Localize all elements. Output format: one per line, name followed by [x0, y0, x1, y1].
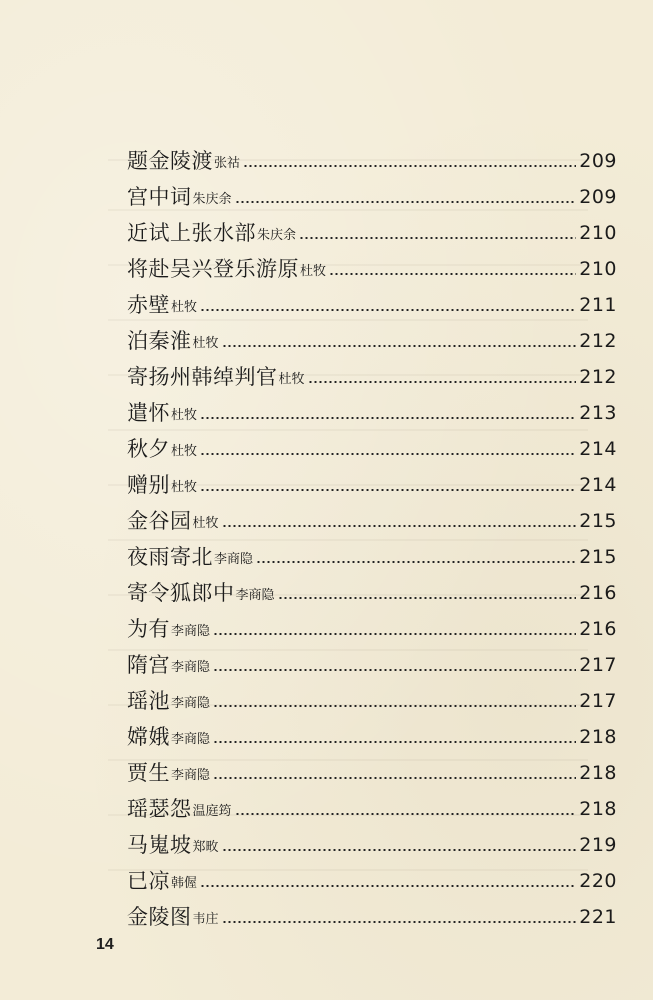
entry-page-number: 212: [579, 366, 617, 388]
entry-page-number: 218: [579, 762, 617, 784]
toc-entry: [127, 606, 617, 642]
entry-title: 金谷园: [127, 509, 192, 533]
entry-page-number: 209: [579, 150, 617, 172]
toc-entry: [127, 858, 617, 894]
toc-entry: [127, 534, 617, 570]
toc-entry: [127, 570, 617, 606]
entry-author: 李商隐: [171, 624, 211, 639]
toc-entry: [127, 318, 617, 354]
entry-author: 李商隐: [171, 732, 211, 747]
dot-leader: [243, 165, 576, 167]
entry-title: 瑶瑟怨: [127, 797, 192, 821]
dot-leader: [278, 597, 577, 599]
entry-title: 为有: [127, 617, 170, 641]
entry-title: 已凉: [127, 869, 170, 893]
entry-page-number: 216: [579, 582, 617, 604]
entry-author: 李商隐: [235, 588, 275, 603]
entry-page-number: 217: [579, 690, 617, 712]
dot-leader: [200, 489, 576, 491]
dot-leader: [213, 669, 576, 671]
entry-title: 赠别: [127, 473, 170, 497]
entry-title: 隋宫: [127, 653, 170, 677]
entry-page-number: 218: [579, 798, 617, 820]
entry-page-number: 210: [579, 222, 617, 244]
entry-title: 宫中词: [127, 185, 192, 209]
entry-title: 赤壁: [127, 293, 170, 317]
entry-title: 金陵图: [127, 905, 192, 929]
entry-title: 将赴吴兴登乐游原: [127, 257, 299, 281]
toc-entry: [127, 714, 617, 750]
toc-entry: [127, 390, 617, 426]
entry-author: 韩偓: [171, 876, 198, 891]
dot-leader: [213, 705, 576, 707]
entry-author: 郑畋: [192, 840, 219, 855]
entry-author: 李商隐: [171, 768, 211, 783]
dot-leader: [222, 345, 577, 347]
dot-leader: [200, 885, 576, 887]
entry-title: 泊秦淮: [127, 329, 192, 353]
dot-leader: [200, 309, 576, 311]
entry-page-number: 209: [579, 186, 617, 208]
entry-author: 张祜: [214, 156, 241, 171]
entry-author: 李商隐: [171, 696, 211, 711]
entry-title: 瑶池: [127, 689, 170, 713]
toc-entry: [127, 822, 617, 858]
toc-entry: [127, 246, 617, 282]
entry-page-number: 215: [579, 510, 617, 532]
dot-leader: [235, 813, 577, 815]
dot-leader: [299, 237, 576, 239]
entry-title: 秋夕: [127, 437, 170, 461]
entry-author: 杜牧: [278, 372, 305, 387]
toc-entry: [127, 642, 617, 678]
entry-author: 杜牧: [300, 264, 327, 279]
entry-page-number: 214: [579, 438, 617, 460]
entry-author: 朱庆余: [192, 192, 232, 207]
page-number: 14: [96, 936, 114, 953]
toc-entry: [127, 894, 617, 930]
entry-author: 李商隐: [214, 552, 254, 567]
entry-page-number: 216: [579, 618, 617, 640]
entry-title: 寄令狐郎中: [127, 581, 235, 605]
entry-page-number: 212: [579, 330, 617, 352]
entry-page-number: 220: [579, 870, 617, 892]
entry-title: 近试上张水部: [127, 221, 256, 245]
toc-entry: [127, 354, 617, 390]
toc-entry: [127, 282, 617, 318]
entry-author: 杜牧: [171, 408, 198, 423]
dot-leader: [235, 201, 577, 203]
entry-author: 李商隐: [171, 660, 211, 675]
entry-author: 杜牧: [171, 444, 198, 459]
dot-leader: [213, 633, 576, 635]
entry-page-number: 210: [579, 258, 617, 280]
dot-leader: [222, 921, 577, 923]
entry-page-number: 217: [579, 654, 617, 676]
toc-entry: [127, 750, 617, 786]
entry-author: 杜牧: [192, 336, 219, 351]
toc-entry: [127, 678, 617, 714]
entry-author: 杜牧: [171, 300, 198, 315]
dot-leader: [213, 777, 576, 779]
toc-entry: [127, 498, 617, 534]
entry-page-number: 214: [579, 474, 617, 496]
toc-entry: [127, 138, 617, 174]
entry-title: 嫦娥: [127, 725, 170, 749]
toc-entry: [127, 462, 617, 498]
entry-author: 温庭筠: [192, 804, 232, 819]
dot-leader: [222, 525, 577, 527]
entry-author: 杜牧: [171, 480, 198, 495]
entry-page-number: 213: [579, 402, 617, 424]
entry-page-number: 218: [579, 726, 617, 748]
entry-title: 寄扬州韩绰判官: [127, 365, 278, 389]
entry-author: 杜牧: [192, 516, 219, 531]
dot-leader: [329, 273, 576, 275]
entry-title: 题金陵渡: [127, 149, 213, 173]
entry-page-number: 215: [579, 546, 617, 568]
toc-entry: [127, 426, 617, 462]
entry-title: 贾生: [127, 761, 170, 785]
dot-leader: [256, 561, 576, 563]
entry-title: 马嵬坡: [127, 833, 192, 857]
entry-page-number: 219: [579, 834, 617, 856]
dot-leader: [200, 417, 576, 419]
toc-entry: [127, 174, 617, 210]
toc-entry: [127, 210, 617, 246]
toc-entry: [127, 786, 617, 822]
entry-page-number: 221: [579, 906, 617, 928]
dot-leader: [213, 741, 576, 743]
dot-leader: [222, 849, 577, 851]
entry-author: 韦庄: [192, 912, 219, 927]
dot-leader: [200, 453, 576, 455]
entry-page-number: 211: [579, 294, 617, 316]
dot-leader: [308, 381, 577, 383]
entry-title: 遣怀: [127, 401, 170, 425]
entry-title: 夜雨寄北: [127, 545, 213, 569]
entry-author: 朱庆余: [257, 228, 297, 243]
